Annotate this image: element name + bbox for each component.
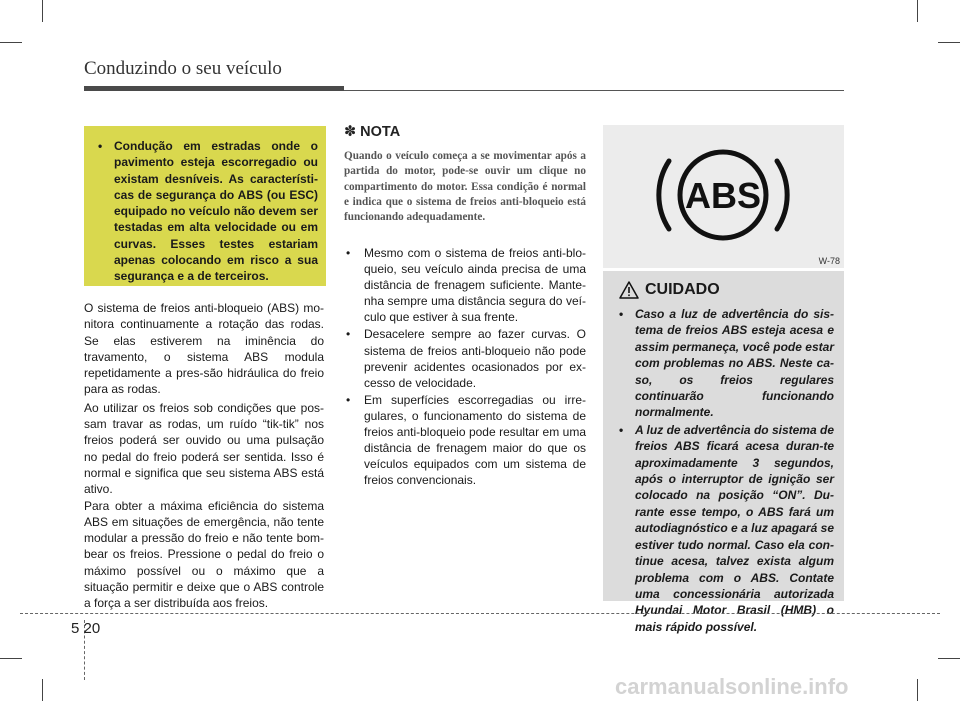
caution-item-text: Caso a luz de advertência do sis-tema de freios ABS esteja acesa e assim permaneça, você pode estar com problemas no ABS. Neste ca-so, os freios regulares continuarão funcionando normalmente. <box>635 307 834 420</box>
bullet-icon: • <box>346 327 351 342</box>
crop-mark <box>0 42 22 43</box>
body-paragraph: Para obter a máxima eficiência do sistema ABS em situações de emergência, não tente modular a pressão do freio e não tente bom-bear os freios. Pressione o pedal do freio o máximo possível ou o máximo que a situação permitir e deixe que o ABS controle a força a ser distribuída aos freios. <box>84 498 324 611</box>
list-item <box>344 326 586 390</box>
crop-mark <box>938 42 960 43</box>
header-line <box>344 90 844 91</box>
bullet-icon: • <box>619 307 624 321</box>
footer-dashed-line <box>20 613 940 614</box>
body-text <box>84 300 324 612</box>
page-header-title: Conduzindo o seu veículo <box>84 58 282 79</box>
abs-warning-light-icon <box>603 125 844 268</box>
bullet-icon: • <box>98 139 103 153</box>
caution-box <box>603 271 844 634</box>
bullet-icon: • <box>346 392 351 407</box>
warning-box <box>84 126 326 286</box>
bullet-icon: • <box>619 422 624 437</box>
header-bar <box>84 86 344 91</box>
caution-header <box>619 281 834 299</box>
crop-mark <box>938 658 960 659</box>
abs-label: ABS <box>684 175 762 216</box>
page-number: 5 20 <box>71 620 101 637</box>
bullet-list <box>344 245 586 488</box>
note-title: ✽ NOTA <box>344 124 401 140</box>
list-item-text: Em superfícies escorregadias ou irre-gulares, o funcionamento do sistema de freios anti-bloqueio pode resultar em uma distância de frenagem maior do que os veículos equipados com um sistema de freios convencionais. <box>364 392 586 488</box>
list-item <box>344 245 586 325</box>
warning-item <box>98 138 318 285</box>
warning-triangle-icon <box>619 281 639 299</box>
warning-item-text: Condução em estradas onde o pavimento esteja escorregadio ou existam desníveis. As característi-cas de segurança do ABS (ou ESC) equipado no veículo não devem ser testadas em alta velocidade ou em curvas. Esses testes estariam apenas colocando em risco a sua segurança e a de terceiros. <box>114 139 318 284</box>
crop-mark <box>42 679 43 701</box>
crop-mark <box>0 658 22 659</box>
body-paragraph: Ao utilizar os freios sob condições que pos-sam travar as rodas, um ruído “tik-tik” nos freios poderá ser ouvido ou uma pulsação no pedal do freio poderá ser sentida. Isso é normal e significa que seu sistema ABS está ativo. <box>84 400 324 497</box>
crop-mark <box>42 0 43 22</box>
bullet-icon: • <box>346 246 351 260</box>
abs-figure <box>603 125 844 268</box>
caution-item-text: A luz de advertência do sistema de freios ABS ficará acesa duran-te aproximadamente 3 segundos, após o interruptor de ignição ser colocado na posição “ON”. Du-rante esse tempo, o ABS fará um autodiagnóstico e a luz apagará se estiver tudo normal. Caso ela con-tinue acesa, talvez exista algum problema com o ABS. Contate uma concessionária autorizada Hyundai Motor Brasil (HMB) o mais rápido possível. <box>635 422 834 634</box>
crop-mark <box>917 0 918 22</box>
note-text: Quando o veículo começa a se movimentar após a partida do motor, pode-se ouvir um clique no compartimento do motor. Essa condição é normal e indica que o sistema de freios anti-bloqueio está funcionando adequadamente. <box>344 150 586 224</box>
figure-code: W-78 <box>818 256 840 266</box>
list-item <box>344 392 586 489</box>
list-item-text: Desacelere sempre ao fazer curvas. O sistema de freios anti-bloqueio não pode prevenir acidentes ocasionados por ex-cesso de velocidade. <box>364 327 586 390</box>
caution-title: CUIDADO <box>645 281 720 298</box>
crop-mark <box>917 679 918 701</box>
body-paragraph: O sistema de freios anti-bloqueio (ABS) mo-nitora continuamente a rotação das rodas. Se elas estiverem na iminência do travamento, o sistema ABS modula repetidamente a pres-são hidráulica do freio para as rodas. <box>84 301 324 397</box>
caution-item <box>619 306 834 421</box>
list-item-text: Mesmo com o sistema de freios anti-blo-queio, seu veículo ainda precisa de uma distância de frenagem suficiente. Mante-nha sempre uma distância segura do veí-culo que estiver à sua frente. <box>364 246 586 325</box>
watermark: carmanualsonline.info <box>615 674 849 699</box>
caution-item <box>619 422 834 635</box>
